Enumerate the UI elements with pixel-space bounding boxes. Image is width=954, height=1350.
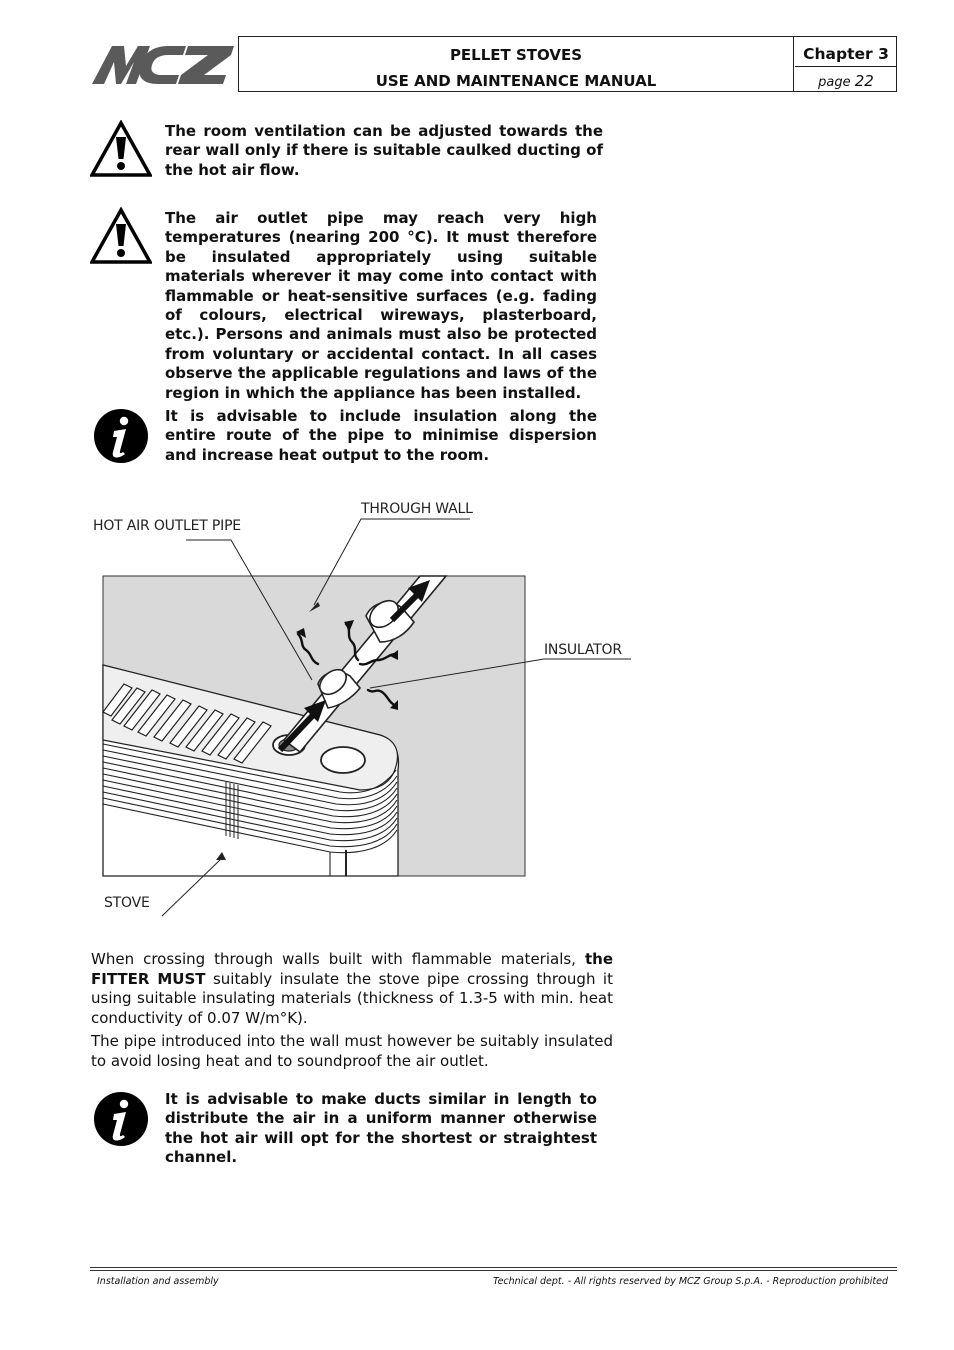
paragraph-pipe-insulation: The pipe introduced into the wall must however be suitably insulated to avoid losing heat and to soundproof the air outlet.	[91, 1032, 613, 1070]
header-title-line1: PELLET STOVES	[449, 46, 583, 64]
warning-icon	[90, 120, 152, 178]
info-icon	[92, 1090, 150, 1148]
p1-start: When crossing through walls built with flammable materials,	[91, 950, 576, 968]
p1-bold: the FITTER MUST	[91, 950, 613, 988]
paragraph-fitter-insulation	[91, 950, 613, 1028]
header-title-line2: USE AND MAINTENANCE MANUAL	[375, 72, 657, 90]
note-high-temperature: The air outlet pipe may reach very high temperatures (nearing 200 °C). It must therefore be insulated appropriately using suitable materials wherever it may come into contact with flammable or heat-sensitive surfaces (e.g. fading of colours, electrical wireways, plasterboard, etc.). Persons and animals must also be protected from voluntary or accidental contact. In all cases observe the applicable regulations and laws of the region in which the appliance has been installed.	[165, 209, 597, 402]
footer-divider	[90, 1270, 897, 1271]
label-through-wall: THROUGH WALL	[361, 501, 473, 517]
p1-end: suitably insulate the stove pipe crossing through it using suitable insulating materials (thickness of 1.3-5 with min. heat conductivity of 0.07 W/m°K).	[91, 969, 613, 1027]
label-hot-air-outlet-pipe: HOT AIR OUTLET PIPE	[93, 518, 241, 534]
page-indicator	[795, 72, 897, 90]
info-icon	[92, 407, 150, 465]
note-duct-length: It is advisable to make ducts similar in length to distribute the air in a uniform manner otherwise the hot air will opt for the shortest or straightest channel.	[165, 1090, 597, 1167]
note-ventilation: The room ventilation can be adjusted towards the rear wall only if there is suitable caulked ducting of the hot air flow.	[165, 122, 603, 179]
label-insulator: INSULATOR	[544, 642, 622, 658]
warning-icon	[90, 207, 152, 265]
footer-section: Installation and assembly	[97, 1276, 219, 1287]
footer-divider	[90, 1267, 897, 1268]
page-number: 22	[854, 72, 874, 90]
page-prefix: page	[818, 75, 851, 90]
mcz-logo	[90, 40, 238, 90]
label-stove: STOVE	[104, 895, 150, 911]
chapter-label: Chapter 3	[803, 45, 889, 63]
footer-copyright: Technical dept. - All rights reserved by MCZ Group S.p.A. - Reproduction prohibited	[492, 1276, 888, 1287]
note-insulation-advice: It is advisable to include insulation along the entire route of the pipe to minimise dispersion and increase heat output to the room.	[165, 407, 597, 464]
header-divider	[795, 66, 897, 67]
